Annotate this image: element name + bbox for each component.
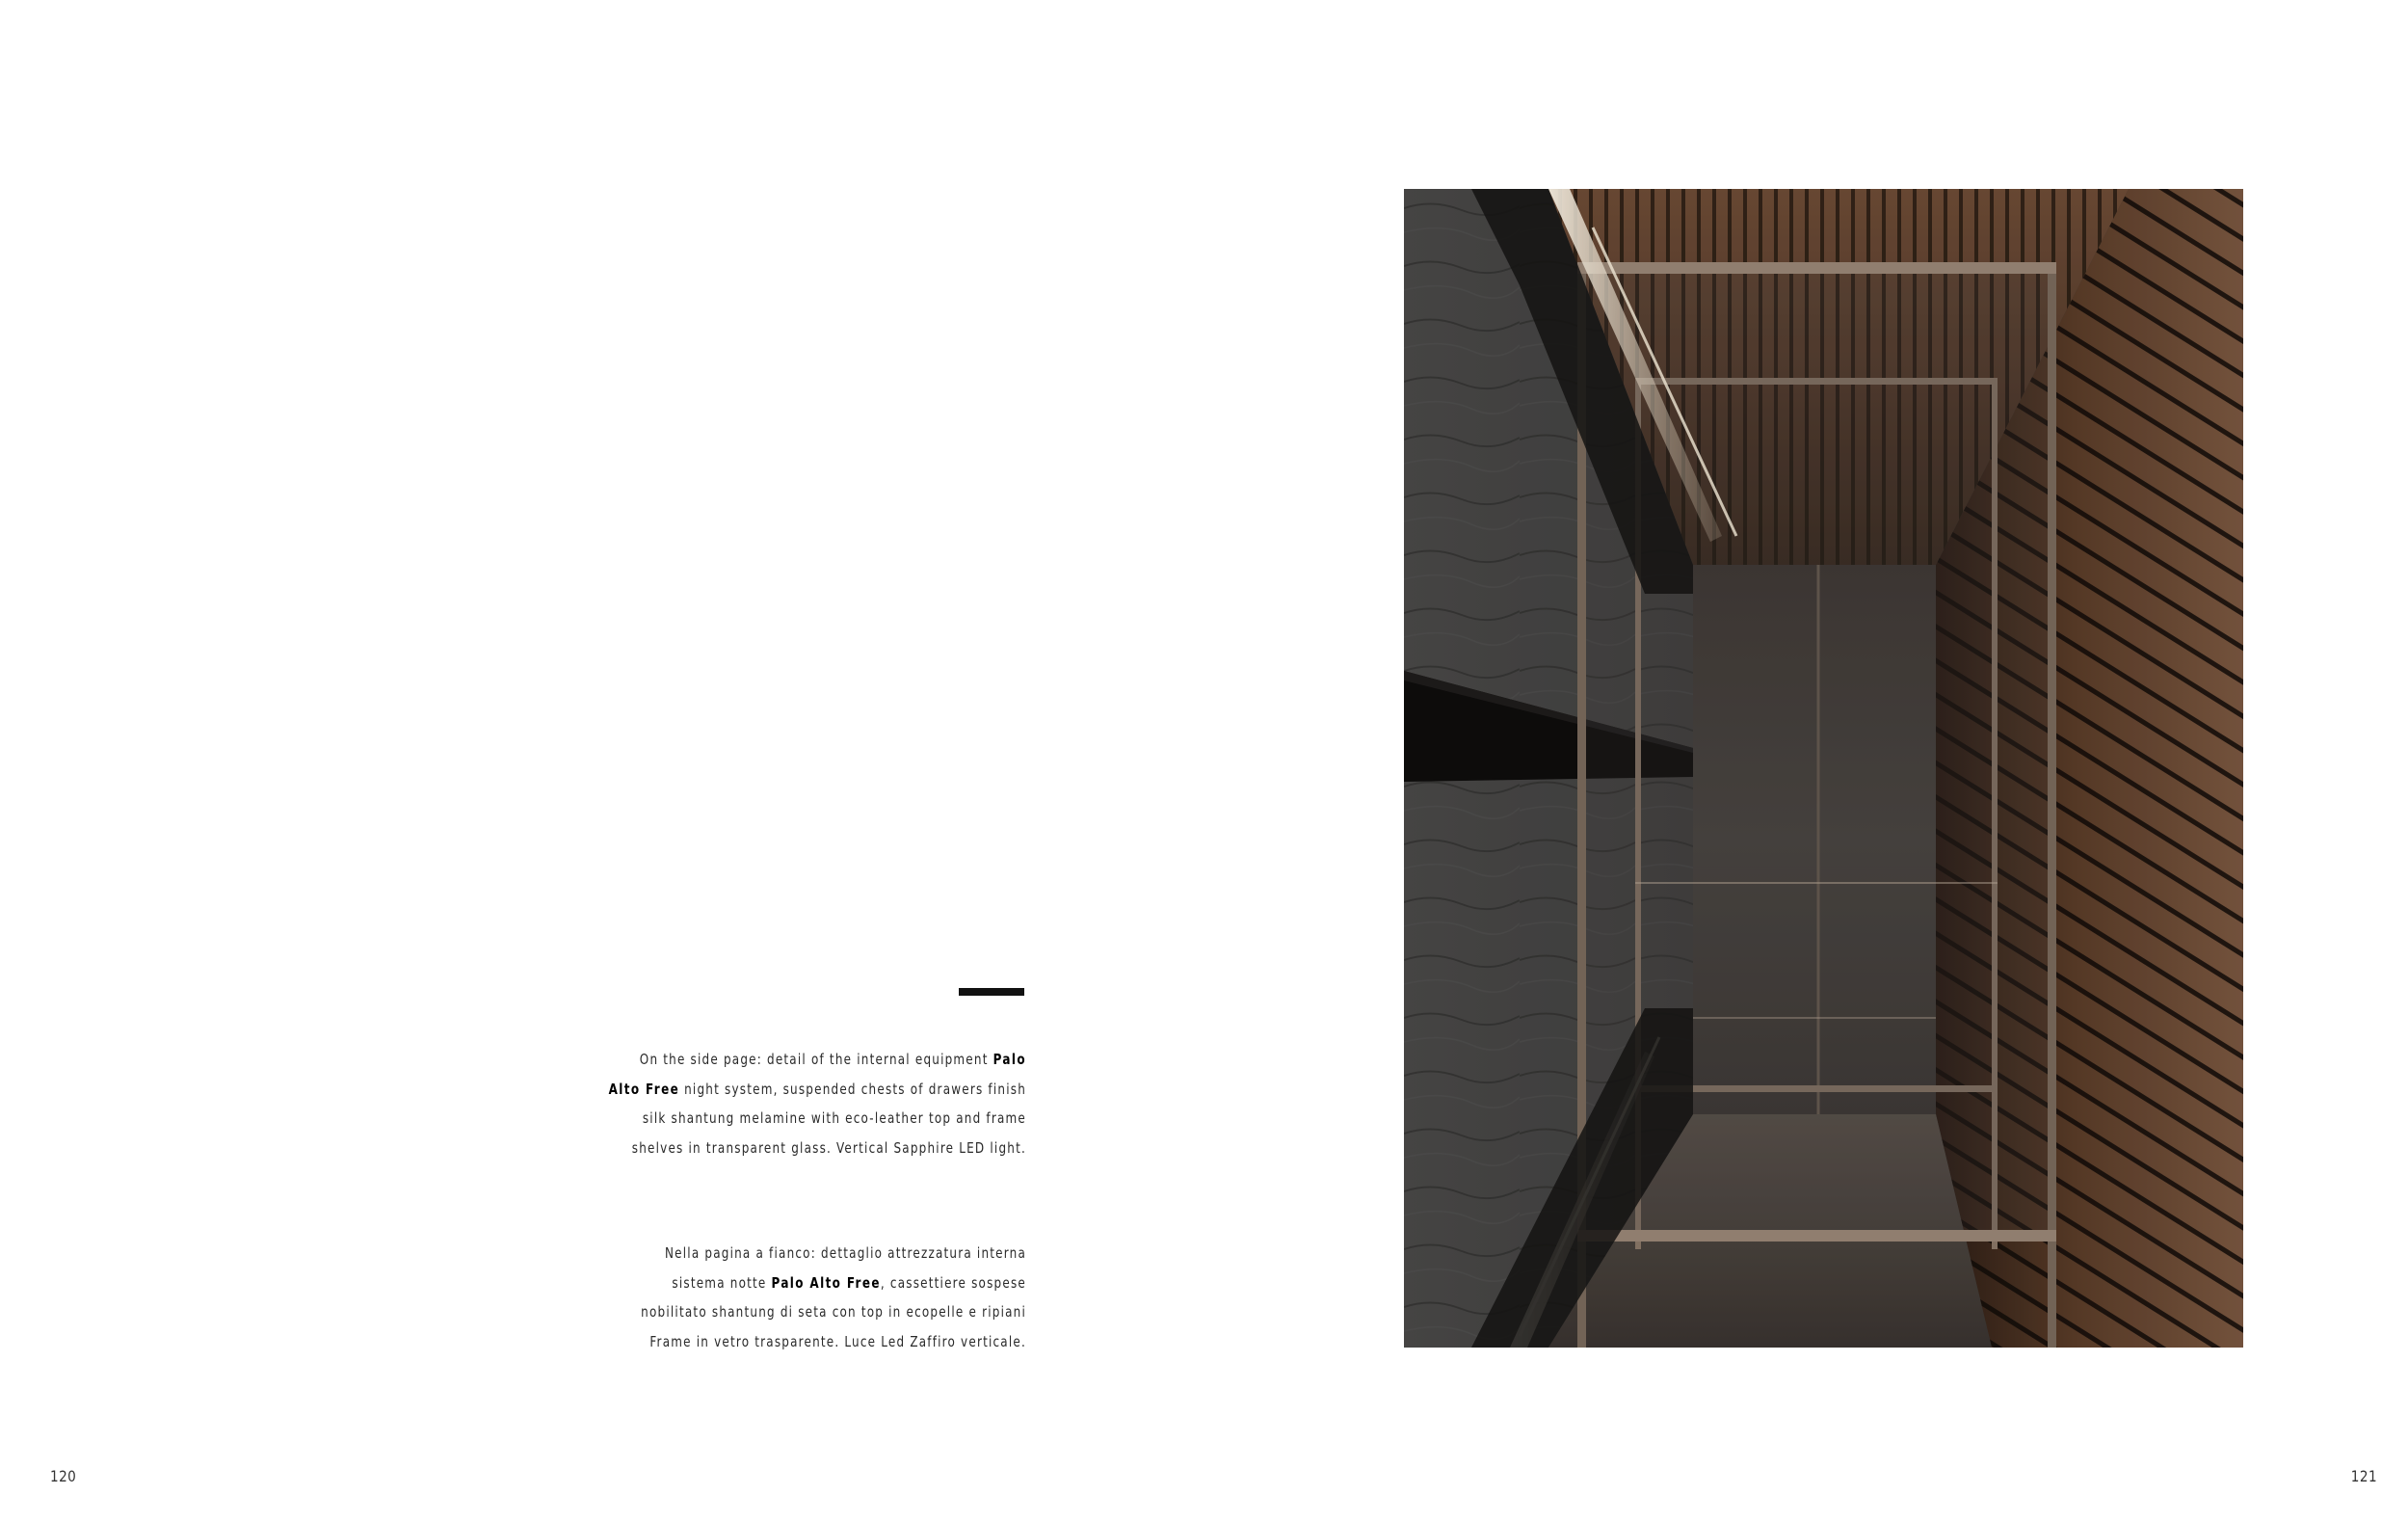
wardrobe-interior-photo [1404, 189, 2243, 1348]
caption-italian-intro: Nella pagina a fianco: dettaglio attrezzatura interna sistema notte [664, 1244, 1026, 1292]
caption-italian-product-name: Palo Alto Free [771, 1273, 881, 1292]
accent-rule [959, 988, 1024, 996]
caption-english [608, 1045, 1026, 1162]
caption-italian [608, 1239, 1026, 1356]
caption-english-body: night system, suspended chests of drawers finish silk shantung melamine with eco-leather top and frame shelves in transparent glass. Vertical Sapphire LED light. [631, 1080, 1026, 1157]
caption-italian-body: , cassettiere sospese nobilitato shantung di seta con top in ecopelle e ripiani Frame in vetro trasparente. Luce Led Zaffiro verticale. [641, 1273, 1026, 1350]
caption-english-intro: On the side page: detail of the internal equipment [639, 1051, 993, 1068]
page-number-right: 121 [2350, 1467, 2377, 1485]
caption-english-product-name: Palo Alto Free [608, 1051, 1026, 1098]
wardrobe-render-svg [1404, 189, 2243, 1348]
page-number-left: 120 [50, 1467, 77, 1485]
